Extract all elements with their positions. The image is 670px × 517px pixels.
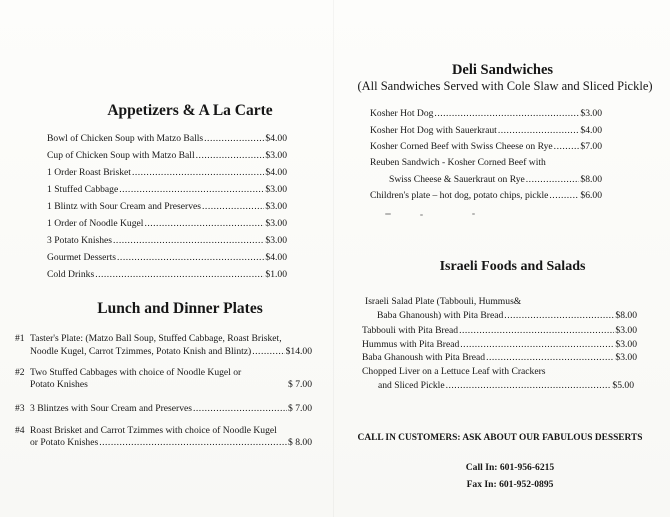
item-price: $ 7.00: [288, 403, 312, 414]
item-name: Kosher Hot Dog: [370, 108, 434, 119]
item-name: Tabbouli with Pita Bread: [362, 325, 459, 336]
plate-description: or Potato Knishes: [30, 437, 99, 448]
scan-speck: [472, 213, 475, 215]
fax-in-phone: Fax In: 601-952-0895: [466, 479, 554, 490]
item-name: Baba Ghanoush with Pita Bread: [362, 352, 486, 363]
item-price: $4.00: [265, 167, 287, 178]
item-name: 1 Order of Noodle Kugel: [47, 218, 144, 229]
call-in-note: CALL IN CUSTOMERS: ASK ABOUT OUR FABULOUS DESSERTS: [357, 433, 643, 443]
menu-item: [47, 269, 287, 281]
scan-speck: [420, 214, 423, 216]
item-price: $3.00: [580, 108, 602, 119]
israeli-title: Israeli Foods and Salads: [439, 259, 586, 274]
item-name: 1 Order Roast Brisket: [47, 167, 131, 178]
lunch-title: Lunch and Dinner Plates: [97, 300, 263, 317]
call-in-phone: Call In: 601-956-6215: [465, 462, 555, 473]
item-price: $3.00: [615, 339, 637, 350]
item-name: Swiss Cheese & Sauerkraut on Rye: [389, 174, 525, 185]
menu-item-line: Reuben Sandwich - Kosher Corned Beef with: [370, 157, 546, 168]
menu-item: [389, 174, 602, 186]
item-price: $ 8.00: [288, 437, 312, 448]
item-name: Baba Ghanoush) with Pita Bread: [377, 310, 504, 321]
item-name: 3 Potato Knishes: [47, 235, 113, 246]
item-price: $7.00: [580, 141, 602, 152]
page-fold: [333, 0, 334, 517]
menu-item: [362, 352, 637, 364]
item-name: Bowl of Chicken Soup with Matzo Balls: [47, 133, 204, 144]
menu-item: [47, 150, 287, 162]
appetizers-title: Appetizers & A La Carte: [107, 102, 273, 119]
item-price: $3.00: [265, 150, 287, 161]
item-price: $5.00: [612, 380, 634, 391]
plate-description: Two Stuffed Cabbages with choice of Noodle Kugel or: [30, 367, 242, 378]
menu-item: [377, 310, 637, 322]
item-name: 1 Blintz with Sour Cream and Preserves: [47, 201, 202, 212]
plate-line-priced: [30, 437, 312, 449]
item-price: $3.00: [615, 352, 637, 363]
plate-description: Taster's Plate: (Matzo Ball Soup, Stuffed Cabbage, Roast Brisket,: [30, 333, 282, 344]
menu-item: [370, 108, 602, 120]
menu-item: [378, 380, 634, 392]
plate-line-priced: [30, 403, 312, 415]
item-price: $14.00: [285, 346, 312, 357]
item-price: $4.00: [265, 252, 287, 263]
item-name: Gourmet Desserts: [47, 252, 117, 263]
item-price: $4.00: [580, 125, 602, 136]
plate-description: Potato Knishes: [30, 379, 88, 390]
plate-description: Noodle Kugel, Carrot Tzimmes, Potato Knish and Blintz): [30, 346, 252, 357]
item-price: $3.00: [265, 218, 287, 229]
menu-item: [47, 184, 287, 196]
item-price: $8.00: [615, 310, 637, 321]
item-name: Cold Drinks: [47, 269, 95, 280]
menu-item: [370, 141, 602, 153]
item-name: Kosher Corned Beef with Swiss Cheese on Rye: [370, 141, 553, 152]
item-price: $1.00: [265, 269, 287, 280]
menu-item-line: Chopped Liver on a Lettuce Leaf with Crackers: [362, 366, 546, 377]
item-name: Hummus with Pita Bread: [362, 339, 460, 350]
plate-number: #3: [15, 403, 25, 414]
deli-title: Deli Sandwiches: [451, 62, 554, 78]
menu-item: [47, 133, 287, 145]
item-price: $4.00: [265, 133, 287, 144]
menu-item: [47, 235, 287, 247]
item-price: $3.00: [265, 184, 287, 195]
scan-speck: [385, 213, 391, 215]
plate-number: #1: [15, 333, 25, 344]
menu-item: [47, 201, 287, 213]
menu-item: [362, 325, 637, 337]
menu-item: [47, 167, 287, 179]
menu-item: [370, 190, 602, 202]
menu-item: [47, 252, 287, 264]
item-name: Kosher Hot Dog with Sauerkraut: [370, 125, 497, 136]
menu-item: [47, 218, 287, 230]
menu-item-line: Israeli Salad Plate (Tabbouli, Hummus&: [365, 296, 522, 307]
menu-item: [370, 125, 602, 137]
plate-line-priced: [30, 379, 312, 391]
plate-description: 3 Blintzes with Sour Cream and Preserves: [30, 403, 192, 414]
menu-item: [362, 339, 637, 351]
plate-number: #2: [15, 367, 25, 378]
item-name: Children's plate – hot dog, potato chips, pickle: [370, 190, 549, 201]
item-price: $3.00: [265, 201, 287, 212]
item-name: and Sliced Pickle: [378, 380, 445, 391]
item-price: $3.00: [265, 235, 287, 246]
item-name: 1 Stuffed Cabbage: [47, 184, 119, 195]
item-price: $3.00: [615, 325, 637, 336]
item-name: Cup of Chicken Soup with Matzo Ball: [47, 150, 195, 161]
plate-description: Roast Brisket and Carrot Tzimmes with choice of Noodle Kugel: [30, 425, 277, 436]
item-price: $8.00: [580, 174, 602, 185]
item-price: $ 7.00: [288, 379, 312, 390]
plate-number: #4: [15, 425, 25, 436]
plate-line-priced: [30, 346, 312, 358]
deli-subtitle: (All Sandwiches Served with Cole Slaw and Sliced Pickle): [357, 79, 653, 93]
item-price: $6.00: [580, 190, 602, 201]
